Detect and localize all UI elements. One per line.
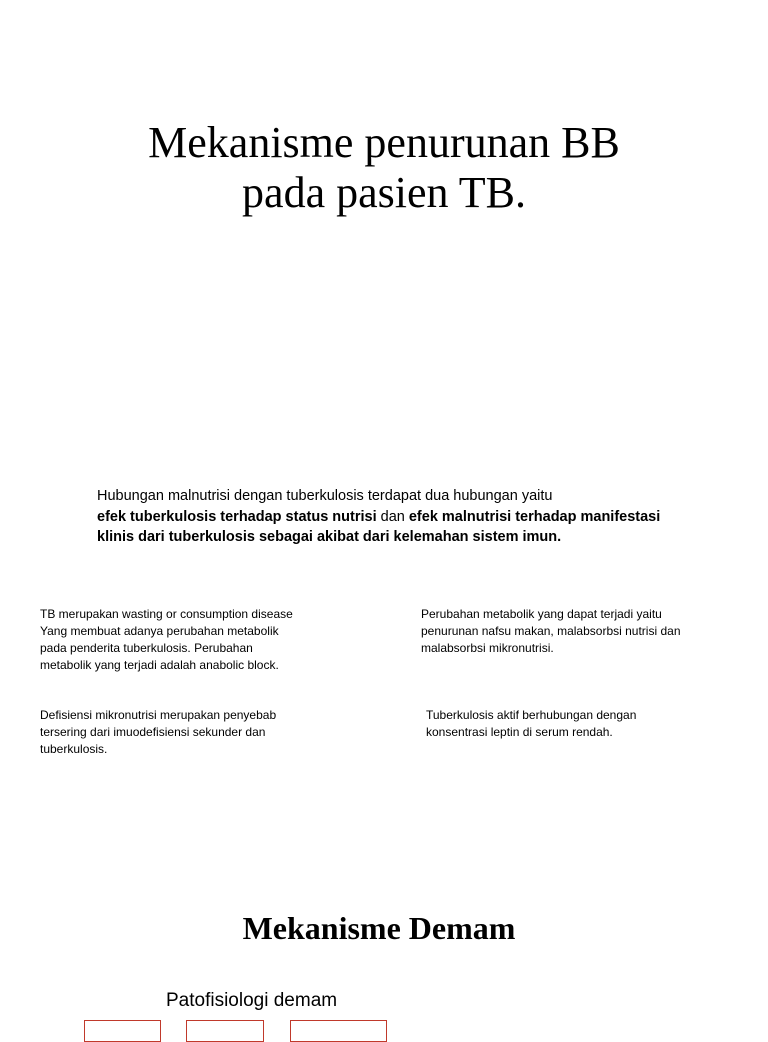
section-title-demam: Mekanisme Demam [242, 910, 516, 946]
note-line: penurunan nafsu makan, malabsorbsi nutrisi dan [421, 624, 681, 638]
intro-bold-2: efek malnutrisi terhadap manifestasi klinis dari tuberkulosis sebagai akibat dari kelemahan sistem imun. [97, 508, 661, 545]
intro-text-2: dan [376, 508, 409, 525]
page-title [0, 118, 768, 218]
intro-paragraph [97, 486, 687, 548]
note-line: malabsorbsi mikronutrisi. [421, 641, 554, 655]
section-subtitle: Patofisiologi demam [166, 990, 338, 1011]
intro-bold-1: efek tuberkulosis terhadap status nutrisi [97, 508, 377, 525]
note-line: metabolik yang terjadi adalah anabolic block. [40, 658, 279, 672]
note-line: konsentrasi leptin di serum rendah. [426, 725, 613, 739]
note-wasting-disease [40, 606, 293, 674]
diagram-box [186, 1020, 264, 1042]
page-title-line-1: Mekanisme penurunan BB [148, 118, 620, 167]
diagram-box [290, 1020, 387, 1042]
note-line: tuberkulosis. [40, 742, 108, 756]
note-line: TB merupakan wasting or consumption disease [40, 607, 293, 621]
page-title-line-2: pada pasien TB. [242, 168, 526, 217]
note-line: tersering dari imuodefisiensi sekunder dan [40, 725, 266, 739]
note-leptin [426, 707, 636, 741]
diagram-box [84, 1020, 161, 1042]
note-line: Defisiensi mikronutrisi merupakan penyebab [40, 708, 277, 722]
note-line: pada penderita tuberkulosis. Perubahan [40, 641, 253, 655]
note-line: Tuberkulosis aktif berhubungan dengan [426, 708, 637, 722]
note-micronutrient-deficiency [40, 707, 276, 758]
note-line: Perubahan metabolik yang dapat terjadi yaitu [421, 607, 662, 621]
note-line: Yang membuat adanya perubahan metabolik [40, 624, 279, 638]
intro-text-1: Hubungan malnutrisi dengan tuberkulosis terdapat dua hubungan yaitu [97, 488, 553, 504]
note-metabolic-change [421, 606, 681, 657]
